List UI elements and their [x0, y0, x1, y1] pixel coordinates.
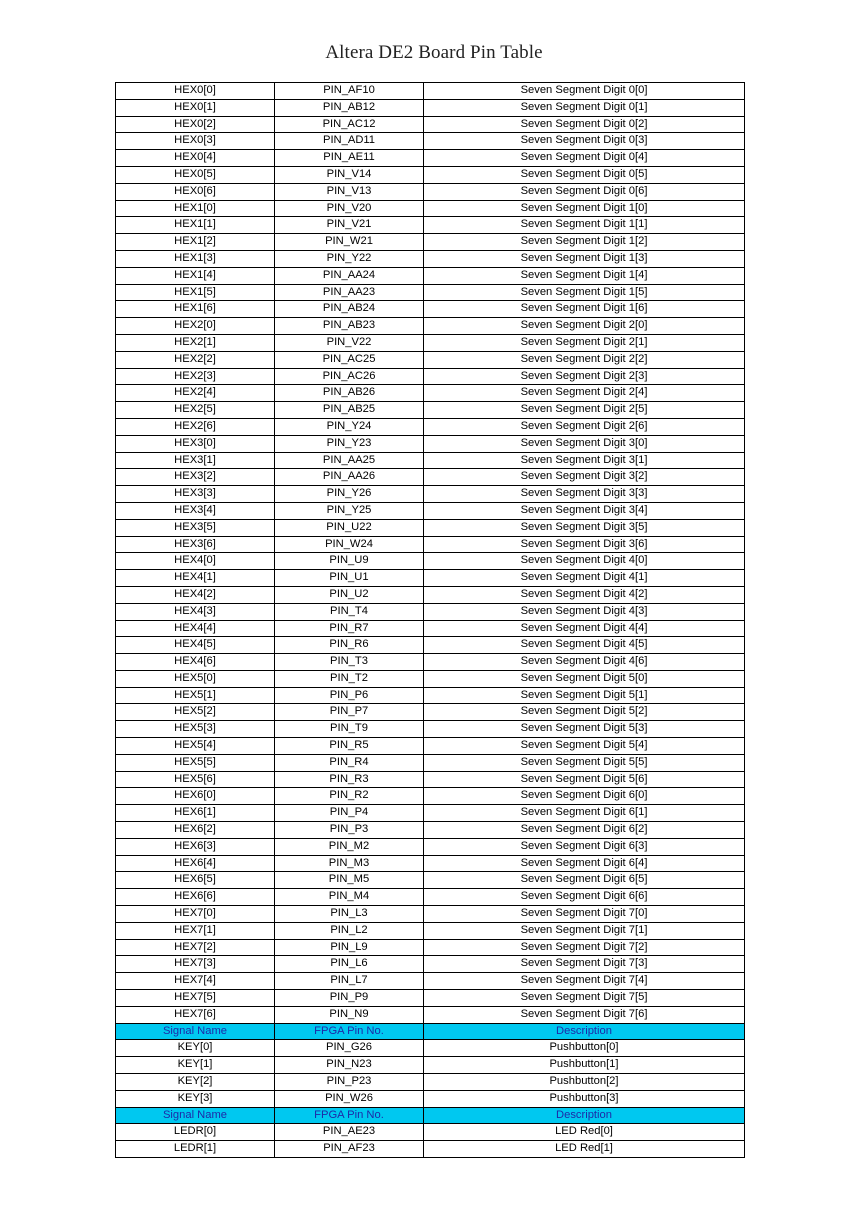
fpga-pin-cell: PIN_V13: [275, 183, 424, 200]
signal-name-cell: LEDR[0]: [116, 1124, 275, 1141]
table-row: [116, 301, 745, 318]
description-cell: Seven Segment Digit 7[6]: [424, 1006, 745, 1023]
table-row: [116, 368, 745, 385]
description-cell: Seven Segment Digit 1[1]: [424, 217, 745, 234]
fpga-pin-cell: PIN_N23: [275, 1057, 424, 1074]
description-cell: Seven Segment Digit 1[2]: [424, 234, 745, 251]
description-cell: Seven Segment Digit 0[2]: [424, 116, 745, 133]
signal-name-cell: KEY[3]: [116, 1090, 275, 1107]
signal-name-cell: HEX7[2]: [116, 939, 275, 956]
fpga-pin-cell: PIN_M3: [275, 855, 424, 872]
table-header-row: [116, 1023, 745, 1040]
description-cell: Seven Segment Digit 4[3]: [424, 603, 745, 620]
signal-name-cell: HEX2[2]: [116, 351, 275, 368]
signal-name-cell: HEX1[1]: [116, 217, 275, 234]
signal-name-cell: HEX6[0]: [116, 788, 275, 805]
description-cell: Seven Segment Digit 3[2]: [424, 469, 745, 486]
table-row: [116, 687, 745, 704]
table-row: [116, 654, 745, 671]
fpga-pin-cell: PIN_Y24: [275, 418, 424, 435]
description-cell: Seven Segment Digit 7[3]: [424, 956, 745, 973]
signal-name-cell: HEX4[3]: [116, 603, 275, 620]
table-row: [116, 822, 745, 839]
signal-name-cell: HEX5[5]: [116, 754, 275, 771]
fpga-pin-cell: PIN_V14: [275, 166, 424, 183]
signal-name-cell: HEX5[0]: [116, 670, 275, 687]
description-cell: Seven Segment Digit 0[6]: [424, 183, 745, 200]
signal-name-cell: HEX7[6]: [116, 1006, 275, 1023]
signal-name-cell: HEX5[1]: [116, 687, 275, 704]
fpga-pin-cell: PIN_W26: [275, 1090, 424, 1107]
fpga-pin-cell: PIN_R5: [275, 738, 424, 755]
signal-name-cell: HEX3[1]: [116, 452, 275, 469]
column-header-description: Description: [424, 1107, 745, 1124]
table-row: [116, 469, 745, 486]
table-row: [116, 385, 745, 402]
table-row: [116, 1057, 745, 1074]
signal-name-cell: HEX7[4]: [116, 973, 275, 990]
fpga-pin-cell: PIN_P23: [275, 1074, 424, 1091]
description-cell: Seven Segment Digit 5[2]: [424, 704, 745, 721]
fpga-pin-cell: PIN_AB12: [275, 99, 424, 116]
fpga-pin-cell: PIN_L9: [275, 939, 424, 956]
fpga-pin-cell: PIN_R4: [275, 754, 424, 771]
signal-name-cell: HEX3[3]: [116, 486, 275, 503]
fpga-pin-cell: PIN_AE23: [275, 1124, 424, 1141]
table-row: [116, 116, 745, 133]
signal-name-cell: HEX3[2]: [116, 469, 275, 486]
signal-name-cell: HEX2[3]: [116, 368, 275, 385]
table-row: [116, 435, 745, 452]
signal-name-cell: HEX1[4]: [116, 267, 275, 284]
signal-name-cell: HEX1[5]: [116, 284, 275, 301]
table-row: [116, 738, 745, 755]
fpga-pin-cell: PIN_AB26: [275, 385, 424, 402]
table-row: [116, 166, 745, 183]
signal-name-cell: HEX4[2]: [116, 586, 275, 603]
table-row: [116, 418, 745, 435]
table-row: [116, 838, 745, 855]
fpga-pin-cell: PIN_V20: [275, 200, 424, 217]
description-cell: Seven Segment Digit 6[3]: [424, 838, 745, 855]
fpga-pin-cell: PIN_G26: [275, 1040, 424, 1057]
fpga-pin-cell: PIN_P9: [275, 990, 424, 1007]
description-cell: Seven Segment Digit 2[4]: [424, 385, 745, 402]
description-cell: Seven Segment Digit 5[0]: [424, 670, 745, 687]
fpga-pin-cell: PIN_U9: [275, 553, 424, 570]
fpga-pin-cell: PIN_P7: [275, 704, 424, 721]
table-row: [116, 536, 745, 553]
description-cell: Seven Segment Digit 0[4]: [424, 150, 745, 167]
description-cell: Seven Segment Digit 1[5]: [424, 284, 745, 301]
description-cell: Seven Segment Digit 1[4]: [424, 267, 745, 284]
column-header-signal-name: Signal Name: [116, 1023, 275, 1040]
fpga-pin-cell: PIN_V22: [275, 334, 424, 351]
fpga-pin-cell: PIN_T3: [275, 654, 424, 671]
description-cell: Seven Segment Digit 2[5]: [424, 402, 745, 419]
description-cell: Seven Segment Digit 6[0]: [424, 788, 745, 805]
description-cell: Seven Segment Digit 3[1]: [424, 452, 745, 469]
fpga-pin-cell: PIN_W24: [275, 536, 424, 553]
table-row: [116, 620, 745, 637]
description-cell: Seven Segment Digit 7[2]: [424, 939, 745, 956]
table-row: [116, 217, 745, 234]
description-cell: Pushbutton[3]: [424, 1090, 745, 1107]
fpga-pin-cell: PIN_Y23: [275, 435, 424, 452]
table-row: [116, 150, 745, 167]
fpga-pin-cell: PIN_R6: [275, 637, 424, 654]
signal-name-cell: HEX0[1]: [116, 99, 275, 116]
description-cell: Seven Segment Digit 0[3]: [424, 133, 745, 150]
fpga-pin-cell: PIN_U1: [275, 570, 424, 587]
fpga-pin-cell: PIN_AD11: [275, 133, 424, 150]
table-row: [116, 939, 745, 956]
fpga-pin-cell: PIN_AB24: [275, 301, 424, 318]
signal-name-cell: HEX2[5]: [116, 402, 275, 419]
description-cell: Seven Segment Digit 4[5]: [424, 637, 745, 654]
table-row: [116, 704, 745, 721]
signal-name-cell: HEX4[6]: [116, 654, 275, 671]
table-row: [116, 973, 745, 990]
signal-name-cell: HEX2[4]: [116, 385, 275, 402]
table-row: [116, 334, 745, 351]
description-cell: Seven Segment Digit 7[1]: [424, 922, 745, 939]
signal-name-cell: HEX3[5]: [116, 519, 275, 536]
signal-name-cell: HEX0[0]: [116, 83, 275, 100]
description-cell: Pushbutton[2]: [424, 1074, 745, 1091]
table-row: [116, 519, 745, 536]
description-cell: Seven Segment Digit 3[6]: [424, 536, 745, 553]
fpga-pin-cell: PIN_P6: [275, 687, 424, 704]
signal-name-cell: LEDR[1]: [116, 1141, 275, 1158]
table-row: [116, 872, 745, 889]
signal-name-cell: HEX0[3]: [116, 133, 275, 150]
signal-name-cell: HEX0[6]: [116, 183, 275, 200]
fpga-pin-cell: PIN_AB25: [275, 402, 424, 419]
description-cell: Seven Segment Digit 3[3]: [424, 486, 745, 503]
signal-name-cell: HEX0[5]: [116, 166, 275, 183]
description-cell: Seven Segment Digit 2[6]: [424, 418, 745, 435]
column-header-fpga-pin: FPGA Pin No.: [275, 1023, 424, 1040]
description-cell: Seven Segment Digit 0[5]: [424, 166, 745, 183]
fpga-pin-cell: PIN_Y22: [275, 250, 424, 267]
table-row: [116, 570, 745, 587]
description-cell: Seven Segment Digit 5[6]: [424, 771, 745, 788]
fpga-pin-cell: PIN_N9: [275, 1006, 424, 1023]
fpga-pin-cell: PIN_W21: [275, 234, 424, 251]
signal-name-cell: HEX7[5]: [116, 990, 275, 1007]
signal-name-cell: HEX6[4]: [116, 855, 275, 872]
description-cell: Seven Segment Digit 4[2]: [424, 586, 745, 603]
table-row: [116, 83, 745, 100]
description-cell: Seven Segment Digit 2[0]: [424, 318, 745, 335]
fpga-pin-cell: PIN_AC26: [275, 368, 424, 385]
fpga-pin-cell: PIN_L6: [275, 956, 424, 973]
signal-name-cell: HEX2[6]: [116, 418, 275, 435]
table-row: [116, 99, 745, 116]
table-row: [116, 1040, 745, 1057]
table-row: [116, 922, 745, 939]
description-cell: Seven Segment Digit 7[4]: [424, 973, 745, 990]
table-row: [116, 855, 745, 872]
fpga-pin-cell: PIN_L2: [275, 922, 424, 939]
signal-name-cell: HEX1[0]: [116, 200, 275, 217]
table-row: [116, 1124, 745, 1141]
description-cell: Seven Segment Digit 7[5]: [424, 990, 745, 1007]
signal-name-cell: HEX0[4]: [116, 150, 275, 167]
signal-name-cell: HEX6[5]: [116, 872, 275, 889]
fpga-pin-cell: PIN_M4: [275, 889, 424, 906]
description-cell: Seven Segment Digit 0[0]: [424, 83, 745, 100]
signal-name-cell: HEX2[0]: [116, 318, 275, 335]
signal-name-cell: HEX3[0]: [116, 435, 275, 452]
page-title: Altera DE2 Board Pin Table: [325, 42, 543, 63]
description-cell: Seven Segment Digit 7[0]: [424, 906, 745, 923]
description-cell: Seven Segment Digit 6[2]: [424, 822, 745, 839]
table-row: [116, 906, 745, 923]
signal-name-cell: HEX5[3]: [116, 721, 275, 738]
description-cell: Pushbutton[1]: [424, 1057, 745, 1074]
description-cell: Seven Segment Digit 1[0]: [424, 200, 745, 217]
description-cell: Seven Segment Digit 0[1]: [424, 99, 745, 116]
description-cell: Seven Segment Digit 3[0]: [424, 435, 745, 452]
signal-name-cell: HEX7[3]: [116, 956, 275, 973]
signal-name-cell: HEX5[4]: [116, 738, 275, 755]
column-header-signal-name: Signal Name: [116, 1107, 275, 1124]
table-row: [116, 502, 745, 519]
signal-name-cell: HEX4[4]: [116, 620, 275, 637]
description-cell: Seven Segment Digit 1[3]: [424, 250, 745, 267]
fpga-pin-cell: PIN_AF10: [275, 83, 424, 100]
table-row: [116, 351, 745, 368]
fpga-pin-cell: PIN_T9: [275, 721, 424, 738]
table-row: [116, 889, 745, 906]
description-cell: Pushbutton[0]: [424, 1040, 745, 1057]
signal-name-cell: HEX6[3]: [116, 838, 275, 855]
table-row: [116, 788, 745, 805]
description-cell: Seven Segment Digit 4[1]: [424, 570, 745, 587]
description-cell: Seven Segment Digit 4[4]: [424, 620, 745, 637]
fpga-pin-cell: PIN_R3: [275, 771, 424, 788]
column-header-fpga-pin: FPGA Pin No.: [275, 1107, 424, 1124]
description-cell: Seven Segment Digit 6[6]: [424, 889, 745, 906]
fpga-pin-cell: PIN_P4: [275, 805, 424, 822]
description-cell: Seven Segment Digit 6[5]: [424, 872, 745, 889]
description-cell: Seven Segment Digit 2[3]: [424, 368, 745, 385]
pin-table: [115, 82, 745, 1158]
signal-name-cell: HEX6[6]: [116, 889, 275, 906]
table-row: [116, 956, 745, 973]
signal-name-cell: HEX1[6]: [116, 301, 275, 318]
signal-name-cell: HEX6[1]: [116, 805, 275, 822]
signal-name-cell: KEY[0]: [116, 1040, 275, 1057]
fpga-pin-cell: PIN_Y25: [275, 502, 424, 519]
description-cell: Seven Segment Digit 5[3]: [424, 721, 745, 738]
description-cell: Seven Segment Digit 2[2]: [424, 351, 745, 368]
fpga-pin-cell: PIN_AA26: [275, 469, 424, 486]
description-cell: Seven Segment Digit 5[5]: [424, 754, 745, 771]
table-row: [116, 1141, 745, 1158]
signal-name-cell: HEX7[0]: [116, 906, 275, 923]
table-row: [116, 553, 745, 570]
fpga-pin-cell: PIN_AA24: [275, 267, 424, 284]
signal-name-cell: HEX6[2]: [116, 822, 275, 839]
description-cell: Seven Segment Digit 3[4]: [424, 502, 745, 519]
table-row: [116, 1074, 745, 1091]
table-row: [116, 637, 745, 654]
fpga-pin-cell: PIN_T2: [275, 670, 424, 687]
table-row: [116, 771, 745, 788]
table-row: [116, 183, 745, 200]
fpga-pin-cell: PIN_T4: [275, 603, 424, 620]
signal-name-cell: HEX7[1]: [116, 922, 275, 939]
description-cell: Seven Segment Digit 2[1]: [424, 334, 745, 351]
description-cell: Seven Segment Digit 5[1]: [424, 687, 745, 704]
signal-name-cell: KEY[2]: [116, 1074, 275, 1091]
fpga-pin-cell: PIN_R2: [275, 788, 424, 805]
signal-name-cell: HEX5[6]: [116, 771, 275, 788]
fpga-pin-cell: PIN_L7: [275, 973, 424, 990]
signal-name-cell: HEX1[3]: [116, 250, 275, 267]
table-row: [116, 318, 745, 335]
fpga-pin-cell: PIN_AC12: [275, 116, 424, 133]
fpga-pin-cell: PIN_AA23: [275, 284, 424, 301]
signal-name-cell: HEX4[0]: [116, 553, 275, 570]
table-row: [116, 234, 745, 251]
signal-name-cell: KEY[1]: [116, 1057, 275, 1074]
description-cell: Seven Segment Digit 3[5]: [424, 519, 745, 536]
table-row: [116, 721, 745, 738]
fpga-pin-cell: PIN_M5: [275, 872, 424, 889]
table-row: [116, 267, 745, 284]
description-cell: Seven Segment Digit 5[4]: [424, 738, 745, 755]
table-header-row: [116, 1107, 745, 1124]
table-row: [116, 1090, 745, 1107]
signal-name-cell: HEX4[1]: [116, 570, 275, 587]
description-cell: Seven Segment Digit 6[1]: [424, 805, 745, 822]
signal-name-cell: HEX3[4]: [116, 502, 275, 519]
table-row: [116, 284, 745, 301]
description-cell: LED Red[1]: [424, 1141, 745, 1158]
table-row: [116, 805, 745, 822]
table-row: [116, 486, 745, 503]
fpga-pin-cell: PIN_L3: [275, 906, 424, 923]
description-cell: Seven Segment Digit 4[0]: [424, 553, 745, 570]
pin-table-body: [116, 83, 745, 1158]
table-row: [116, 1006, 745, 1023]
table-row: [116, 200, 745, 217]
table-row: [116, 452, 745, 469]
table-row: [116, 133, 745, 150]
fpga-pin-cell: PIN_AF23: [275, 1141, 424, 1158]
description-cell: LED Red[0]: [424, 1124, 745, 1141]
fpga-pin-cell: PIN_R7: [275, 620, 424, 637]
table-row: [116, 586, 745, 603]
signal-name-cell: HEX0[2]: [116, 116, 275, 133]
description-cell: Seven Segment Digit 6[4]: [424, 855, 745, 872]
table-row: [116, 603, 745, 620]
table-row: [116, 670, 745, 687]
fpga-pin-cell: PIN_U2: [275, 586, 424, 603]
fpga-pin-cell: PIN_AA25: [275, 452, 424, 469]
signal-name-cell: HEX4[5]: [116, 637, 275, 654]
fpga-pin-cell: PIN_AE11: [275, 150, 424, 167]
fpga-pin-cell: PIN_M2: [275, 838, 424, 855]
fpga-pin-cell: PIN_AB23: [275, 318, 424, 335]
signal-name-cell: HEX3[6]: [116, 536, 275, 553]
fpga-pin-cell: PIN_AC25: [275, 351, 424, 368]
fpga-pin-cell: PIN_V21: [275, 217, 424, 234]
fpga-pin-cell: PIN_U22: [275, 519, 424, 536]
description-cell: Seven Segment Digit 4[6]: [424, 654, 745, 671]
table-row: [116, 250, 745, 267]
signal-name-cell: HEX1[2]: [116, 234, 275, 251]
table-row: [116, 402, 745, 419]
signal-name-cell: HEX2[1]: [116, 334, 275, 351]
description-cell: Seven Segment Digit 1[6]: [424, 301, 745, 318]
fpga-pin-cell: PIN_P3: [275, 822, 424, 839]
table-row: [116, 754, 745, 771]
column-header-description: Description: [424, 1023, 745, 1040]
fpga-pin-cell: PIN_Y26: [275, 486, 424, 503]
table-row: [116, 990, 745, 1007]
signal-name-cell: HEX5[2]: [116, 704, 275, 721]
